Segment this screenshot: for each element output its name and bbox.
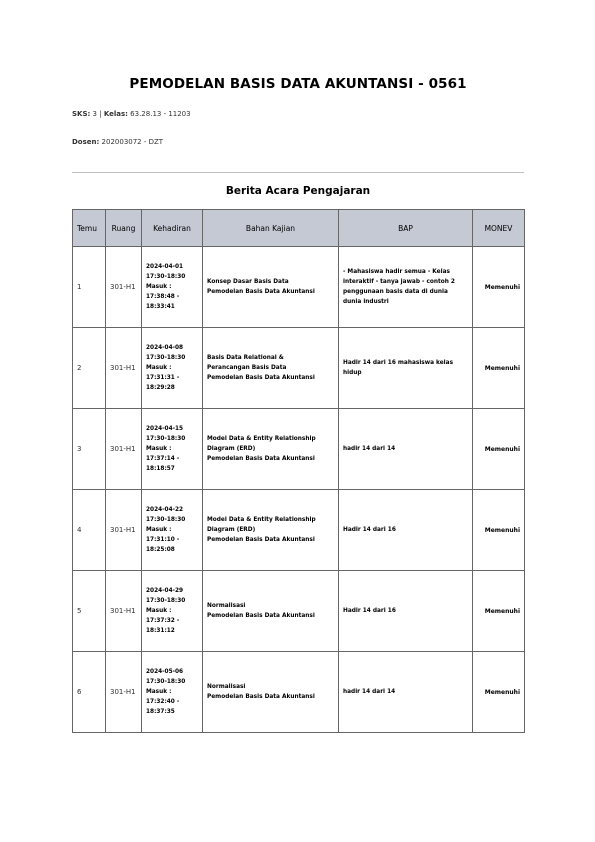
cell-bahan-kajian-line: Konsep Dasar Basis Data bbox=[207, 279, 289, 285]
column-header-bahan-kajian: Bahan Kajian bbox=[203, 210, 339, 247]
cell-bahan-kajian bbox=[203, 247, 339, 328]
kelas-value: 63.28.13 - 11203 bbox=[127, 110, 191, 118]
cell-ruang: 301-H1 bbox=[106, 328, 142, 409]
cell-kehadiran bbox=[142, 247, 203, 328]
cell-bap-line: dunia industri bbox=[343, 299, 389, 305]
cell-kehadiran-line: Masuk : bbox=[146, 689, 172, 695]
cell-bahan-kajian-line: Pemodelan Basis Data Akuntansi bbox=[207, 289, 315, 295]
cell-bahan-kajian-line: Perancangan Basis Data bbox=[207, 365, 287, 371]
cell-kehadiran-line: Masuk : bbox=[146, 446, 172, 452]
cell-bahan-kajian-line: Model Data & Entity Relationship bbox=[207, 517, 316, 523]
cell-bap-line: hadir 14 dari 14 bbox=[343, 689, 396, 695]
cell-bap bbox=[339, 328, 473, 409]
column-header-ruang: Ruang bbox=[106, 210, 142, 247]
table-row bbox=[73, 652, 525, 733]
table-row bbox=[73, 328, 525, 409]
cell-bahan-kajian-line: Basis Data Relational & bbox=[207, 355, 284, 361]
cell-bap bbox=[339, 490, 473, 571]
cell-kehadiran-line: Masuk : bbox=[146, 527, 172, 533]
cell-bahan-kajian-line: Diagram (ERD) bbox=[207, 446, 256, 452]
cell-kehadiran bbox=[142, 652, 203, 733]
table-row bbox=[73, 571, 525, 652]
cell-kehadiran-line: 17:30-18:30 bbox=[146, 274, 186, 280]
cell-kehadiran-line: 18:37:35 bbox=[146, 709, 175, 715]
cell-temu: 3 bbox=[73, 409, 106, 490]
cell-kehadiran-line: 17:30-18:30 bbox=[146, 355, 186, 361]
cell-kehadiran-line: 2024-04-01 bbox=[146, 264, 184, 270]
cell-bahan-kajian-line: Pemodelan Basis Data Akuntansi bbox=[207, 456, 315, 462]
divider bbox=[72, 172, 524, 173]
table-header-row bbox=[73, 210, 525, 247]
lecturer-info bbox=[72, 138, 163, 146]
cell-bahan-kajian-line: Normalisasi bbox=[207, 684, 246, 690]
cell-kehadiran bbox=[142, 409, 203, 490]
cell-bap-line: penggunaan basis data di dunia bbox=[343, 289, 448, 295]
cell-kehadiran-line: 17:30-18:30 bbox=[146, 517, 186, 523]
cell-bap-line: hadir 14 dari 14 bbox=[343, 446, 396, 452]
cell-monev: Memenuhi bbox=[473, 652, 525, 733]
cell-monev: Memenuhi bbox=[473, 247, 525, 328]
page-title: PEMODELAN BASIS DATA AKUNTANSI - 0561 bbox=[129, 76, 467, 92]
cell-kehadiran-line: 2024-05-06 bbox=[146, 669, 184, 675]
cell-bap bbox=[339, 409, 473, 490]
cell-monev: Memenuhi bbox=[473, 409, 525, 490]
column-header-monev: MONEV bbox=[473, 210, 525, 247]
class-info bbox=[72, 110, 191, 118]
column-header-bap: BAP bbox=[339, 210, 473, 247]
cell-bap-line: interaktif - tanya jawab - contoh 2 bbox=[343, 279, 455, 285]
cell-bahan-kajian bbox=[203, 652, 339, 733]
cell-bap-line: - Mahasiswa hadir semua - Kelas bbox=[343, 269, 450, 275]
cell-bap-line: Hadir 14 dari 16 bbox=[343, 527, 396, 533]
cell-kehadiran-line: 17:31:31 - bbox=[146, 375, 180, 381]
cell-bahan-kajian-line: Model Data & Entity Relationship bbox=[207, 436, 316, 442]
cell-ruang: 301-H1 bbox=[106, 490, 142, 571]
cell-kehadiran-line: Masuk : bbox=[146, 365, 172, 371]
cell-bahan-kajian bbox=[203, 328, 339, 409]
dosen-value: 202003072 - DZT bbox=[99, 138, 164, 146]
cell-kehadiran-line: 18:18:57 bbox=[146, 466, 175, 472]
column-header-temu: Temu bbox=[73, 210, 106, 247]
cell-kehadiran-line: 17:37:14 - bbox=[146, 456, 180, 462]
kelas-label: Kelas: bbox=[103, 110, 128, 118]
cell-bap-line: hidup bbox=[343, 370, 362, 376]
cell-bahan-kajian-line: Pemodelan Basis Data Akuntansi bbox=[207, 613, 315, 619]
cell-kehadiran-line: 17:37:32 - bbox=[146, 618, 180, 624]
cell-ruang: 301-H1 bbox=[106, 247, 142, 328]
table-row bbox=[73, 490, 525, 571]
cell-bahan-kajian-line: Diagram (ERD) bbox=[207, 527, 256, 533]
cell-kehadiran-line: 18:33:41 bbox=[146, 304, 175, 310]
cell-ruang: 301-H1 bbox=[106, 571, 142, 652]
cell-bahan-kajian-line: Pemodelan Basis Data Akuntansi bbox=[207, 537, 315, 543]
cell-bahan-kajian-line: Pemodelan Basis Data Akuntansi bbox=[207, 694, 315, 700]
cell-temu: 5 bbox=[73, 571, 106, 652]
cell-kehadiran bbox=[142, 490, 203, 571]
cell-kehadiran-line: Masuk : bbox=[146, 284, 172, 290]
cell-bap bbox=[339, 652, 473, 733]
cell-bahan-kajian-line: Normalisasi bbox=[207, 603, 246, 609]
cell-kehadiran-line: 17:31:10 - bbox=[146, 537, 180, 543]
cell-bap-line: Hadir 14 dari 16 mahasiswa kelas bbox=[343, 360, 454, 366]
cell-kehadiran-line: Masuk : bbox=[146, 608, 172, 614]
cell-ruang: 301-H1 bbox=[106, 652, 142, 733]
dosen-label: Dosen: bbox=[72, 138, 100, 146]
cell-monev: Memenuhi bbox=[473, 571, 525, 652]
sks-label: SKS: bbox=[72, 110, 91, 118]
cell-kehadiran-line: 17:32:40 - bbox=[146, 699, 180, 705]
cell-kehadiran-line: 18:25:08 bbox=[146, 547, 175, 553]
cell-kehadiran-line: 2024-04-29 bbox=[146, 588, 184, 594]
cell-ruang: 301-H1 bbox=[106, 409, 142, 490]
cell-kehadiran-line: 17:30-18:30 bbox=[146, 598, 186, 604]
section-title: Berita Acara Pengajaran bbox=[225, 185, 371, 197]
cell-bahan-kajian bbox=[203, 571, 339, 652]
cell-monev: Memenuhi bbox=[473, 490, 525, 571]
cell-temu: 6 bbox=[73, 652, 106, 733]
sks-value: 3 | bbox=[90, 110, 104, 118]
table-row bbox=[73, 247, 525, 328]
cell-kehadiran-line: 18:31:12 bbox=[146, 628, 175, 634]
table-row bbox=[73, 409, 525, 490]
cell-kehadiran bbox=[142, 328, 203, 409]
teaching-report-table bbox=[72, 209, 525, 733]
cell-bap bbox=[339, 247, 473, 328]
cell-monev: Memenuhi bbox=[473, 328, 525, 409]
cell-temu: 1 bbox=[73, 247, 106, 328]
cell-kehadiran-line: 2024-04-08 bbox=[146, 345, 184, 351]
cell-kehadiran-line: 18:29:28 bbox=[146, 385, 175, 391]
cell-kehadiran-line: 2024-04-22 bbox=[146, 507, 184, 513]
cell-bahan-kajian bbox=[203, 409, 339, 490]
cell-kehadiran bbox=[142, 571, 203, 652]
cell-bahan-kajian-line: Pemodelan Basis Data Akuntansi bbox=[207, 375, 315, 381]
cell-kehadiran-line: 17:30-18:30 bbox=[146, 436, 186, 442]
cell-kehadiran-line: 2024-04-15 bbox=[146, 426, 184, 432]
cell-kehadiran-line: 17:38:48 - bbox=[146, 294, 180, 300]
cell-kehadiran-line: 17:30-18:30 bbox=[146, 679, 186, 685]
cell-bahan-kajian bbox=[203, 490, 339, 571]
cell-bap bbox=[339, 571, 473, 652]
cell-temu: 2 bbox=[73, 328, 106, 409]
column-header-kehadiran: Kehadiran bbox=[142, 210, 203, 247]
cell-temu: 4 bbox=[73, 490, 106, 571]
cell-bap-line: Hadir 14 dari 16 bbox=[343, 608, 396, 614]
